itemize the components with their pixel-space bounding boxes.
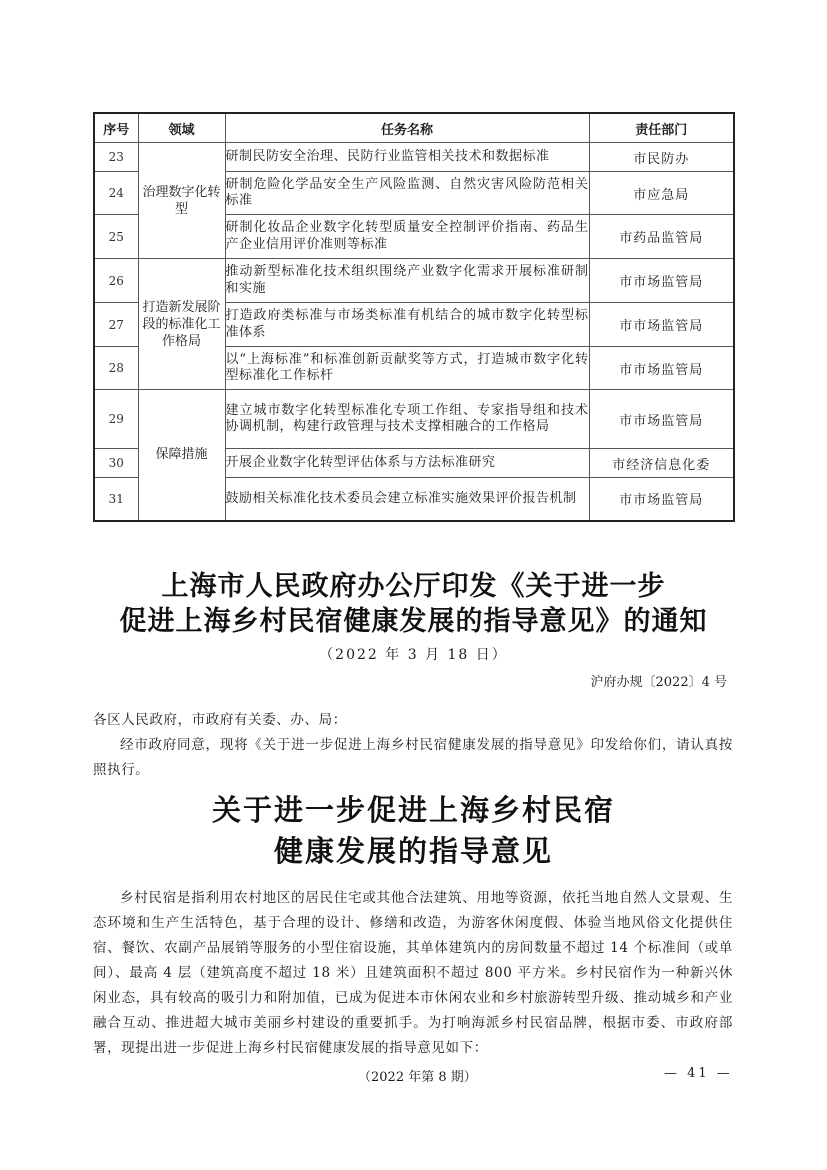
row-task: 研制危险化学品安全生产风险监测、自然灾害风险防范相关标准 [225,172,589,215]
row-num: 27 [94,303,138,347]
row-dept: 市市场监管局 [589,478,734,521]
row-task: 以“上海标准”和标准创新贡献奖等方式，打造城市数字化转型标准化工作标杆 [225,347,589,390]
header-dept: 责任部门 [589,113,734,143]
header-num: 序号 [94,113,138,143]
table-header-row [94,113,734,143]
row-task: 打造政府类标准与市场类标准有机结合的城市数字化转型标准体系 [225,303,589,347]
row-task: 推动新型标准化技术组织围绕产业数字化需求开展标准研制和实施 [225,259,589,303]
row-num: 29 [94,390,138,449]
opinion-title-line2: 健康发展的指导意见 [273,834,553,868]
row-task: 研制化妆品企业数字化转型质量安全控制评价指南、药品生产企业信用评价准则等标准 [225,215,589,259]
row-num: 30 [94,449,138,478]
row-domain: 保障措施 [138,390,225,521]
row-num: 28 [94,347,138,390]
opinion-title-line1: 关于进一步促进上海乡村民宿 [211,793,615,827]
row-dept: 市市场监管局 [589,259,734,303]
row-dept: 市市场监管局 [589,390,734,449]
issue-label: （2022 年第 8 期） [358,1070,477,1085]
row-task: 鼓励相关标准化技术委员会建立标准实施效果评价报告机制 [225,478,589,521]
row-domain: 治理数字化转型 [138,143,225,259]
row-num: 23 [94,143,138,172]
header-task: 任务名称 [225,113,589,143]
table-row [94,390,734,449]
page-number: — 41 — [664,1066,733,1081]
row-task: 研制民防安全治理、民防行业监管相关技术和数据标准 [225,143,589,172]
notice-addressee: 各区人民政府，市政府有关委、办、局： [93,712,347,728]
row-task: 开展企业数字化转型评估体系与方法标准研究 [225,449,589,478]
notice-title-line2: 促进上海乡村民宿健康发展的指导意见》的通知 [119,606,708,637]
notice-title-line1: 上海市人民政府办公厅印发《关于进一步 [161,571,666,602]
notice-date: （2022 年 3 月 18 日） [319,647,508,663]
row-num: 25 [94,215,138,259]
document-number: 沪府办规〔2022〕4 号 [590,675,727,690]
row-dept: 市应急局 [589,172,734,215]
opinion-intro: 乡村民宿是指利用农村地区的居民住宅或其他合法建筑、用地等资源，依托当地自然人文景观、生态环境和生产生活特色，基于合理的设计、修缮和改造，为游客休闲度假、体验当地风俗文化提供住宿、餐饮、农副产品展销等服务的小型住宿设施，其单体建筑内的房间数量不超过 14 个标准间（或单间）、最高 4 层（建筑高度不超过 18 米）且建筑面积不超过 800 平方米。乡村民宿作为一种新兴休闲业态，具有较高的吸引力和附加值，已成为促进本市休闲农业和乡村旅游转型升级、推动城乡和产业融合互动、推进超大城市美丽乡村建设的重要抓手。为打响海派乡村民宿品牌，根据市委、市政府部署，现提出进一步促进上海乡村民宿健康发展的指导意见如下： [93,890,733,1056]
row-num: 26 [94,259,138,303]
row-domain: 打造新发展阶段的标准化工作格局 [138,259,225,390]
row-dept: 市药品监管局 [589,215,734,259]
notice-body: 经市政府同意，现将《关于进一步促进上海乡村民宿健康发展的指导意见》印发给你们，请认真按照执行。 [93,737,733,778]
table-row [94,143,734,172]
header-domain: 领域 [138,113,225,143]
row-dept: 市市场监管局 [589,347,734,390]
row-dept: 市经济信息化委 [589,449,734,478]
row-dept: 市民防办 [589,143,734,172]
row-dept: 市市场监管局 [589,303,734,347]
row-num: 31 [94,478,138,521]
table-row [94,259,734,303]
task-table [93,112,735,522]
row-task: 建立城市数字化转型标准化专项工作组、专家指导组和技术协调机制，构建行政管理与技术支撑相融合的工作格局 [225,390,589,449]
row-num: 24 [94,172,138,215]
